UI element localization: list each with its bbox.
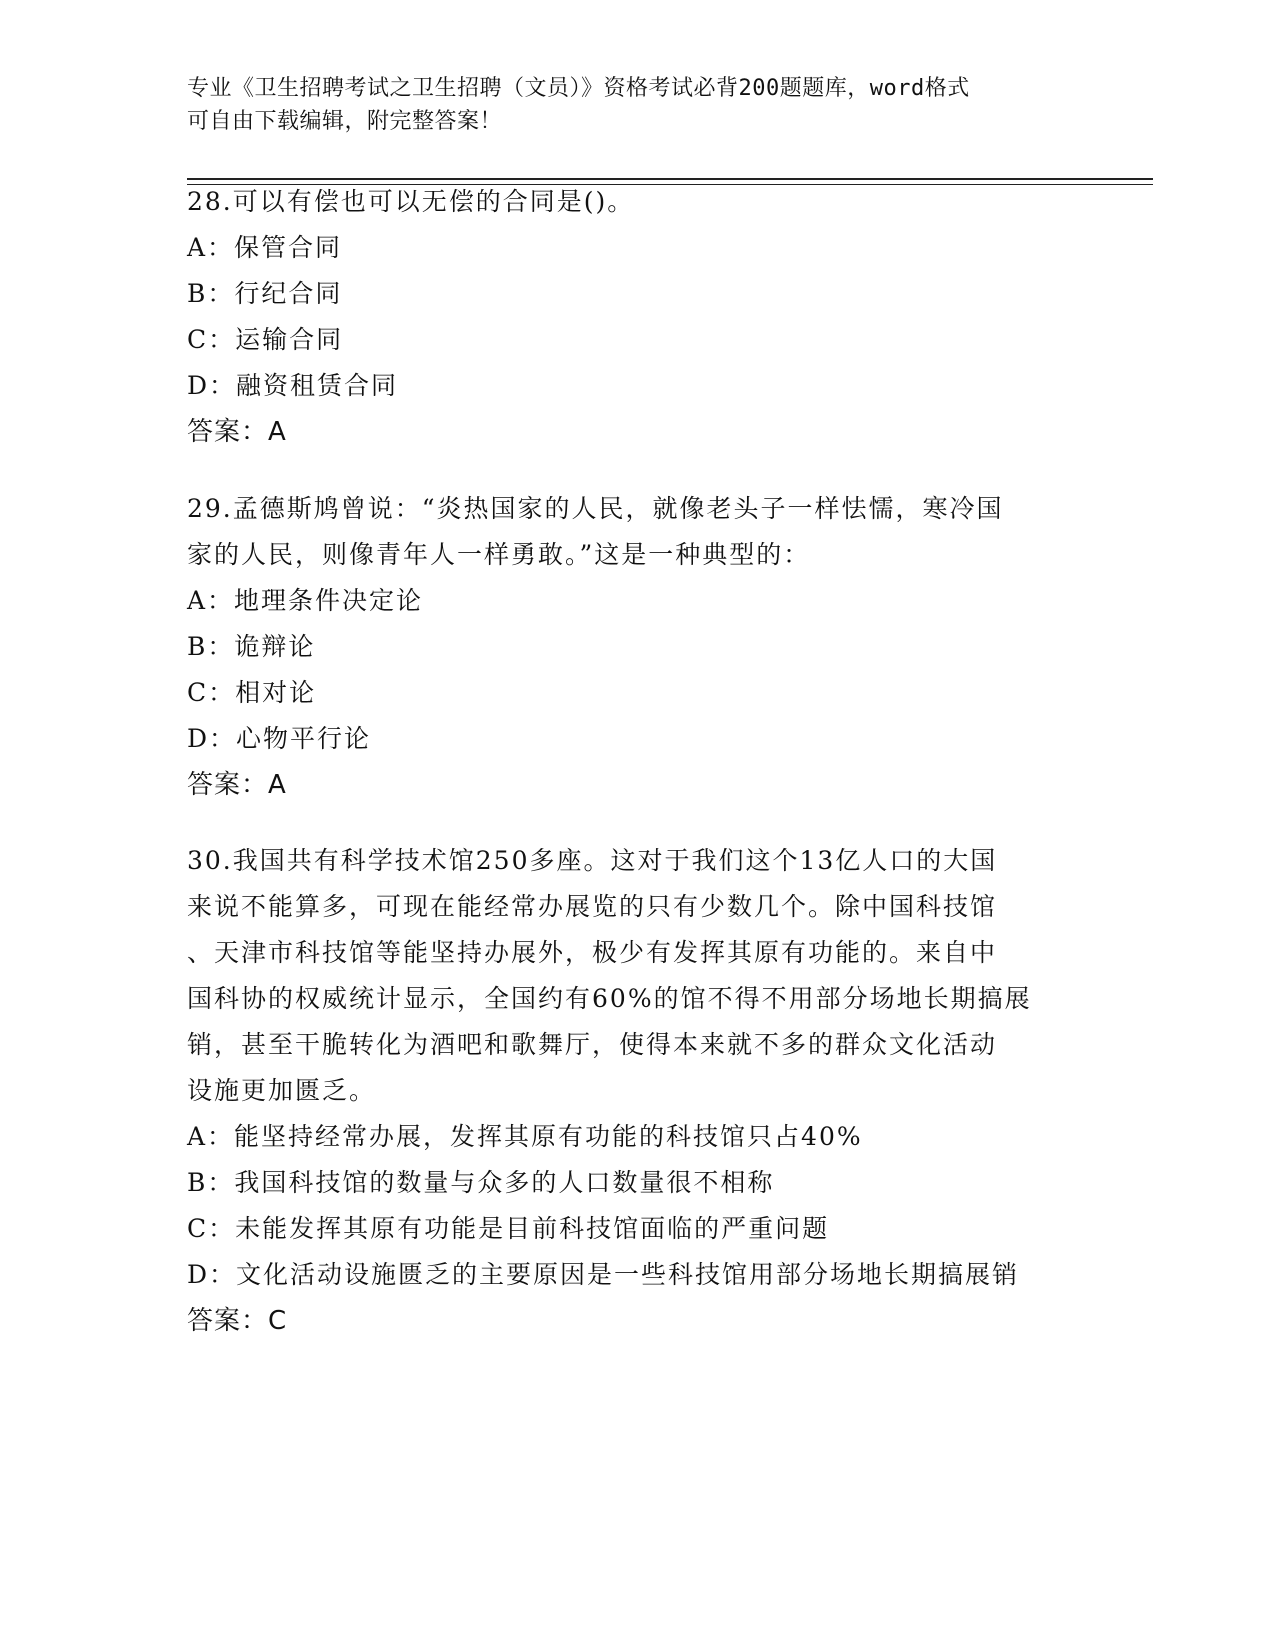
question-stem-line: 29.孟德斯鸠曾说：“炎热国家的人民，就像老头子一样怯懦，寒冷国 — [187, 494, 1004, 523]
option-a: A：能坚持经常办展，发挥其原有功能的科技馆只占40% — [187, 1122, 863, 1151]
document-header — [187, 72, 1067, 138]
question-stem-line: 家的人民，则像青年人一样勇敢。”这是一种典型的： — [187, 540, 811, 569]
header-line-1: 专业《卫生招聘考试之卫生招聘（文员）》资格考试必背200题题库，word格式 — [187, 76, 970, 101]
option-a: A：保管合同 — [187, 233, 343, 262]
option-d: D：心物平行论 — [187, 724, 372, 753]
option-a: A：地理条件决定论 — [187, 586, 424, 615]
option-d: D：融资租赁合同 — [187, 371, 399, 400]
option-b: B：行纪合同 — [187, 279, 343, 308]
question-stem-line: 、天津市科技馆等能坚持办展外，极少有发挥其原有功能的。来自中 — [187, 938, 998, 967]
answer-line: 答案：A — [187, 770, 287, 800]
option-c: C：相对论 — [187, 678, 317, 707]
option-d: D：文化活动设施匮乏的主要原因是一些科技馆用部分场地长期搞展销 — [187, 1260, 1020, 1289]
option-b: B：我国科技馆的数量与众多的人口数量很不相称 — [187, 1168, 775, 1197]
question-stem-line: 30.我国共有科学技术馆250多座。这对于我们这个13亿人口的大国 — [187, 846, 998, 875]
question-stem-line: 28.可以有偿也可以无偿的合同是()。 — [187, 187, 635, 216]
question-30 — [187, 838, 1087, 1344]
question-stem-line: 销，甚至干脆转化为酒吧和歌舞厅，使得本来就不多的群众文化活动 — [187, 1030, 998, 1059]
option-c: C：未能发挥其原有功能是目前科技馆面临的严重问题 — [187, 1214, 830, 1243]
question-28 — [187, 179, 1087, 455]
question-stem-line: 设施更加匮乏。 — [187, 1076, 377, 1105]
question-29 — [187, 486, 1087, 808]
option-c: C：运输合同 — [187, 325, 344, 354]
answer-line: 答案：A — [187, 417, 287, 447]
answer-line: 答案：C — [187, 1306, 288, 1336]
question-stem-line: 来说不能算多，可现在能经常办展览的只有少数几个。除中国科技馆 — [187, 892, 998, 921]
option-b: B：诡辩论 — [187, 632, 316, 661]
question-stem-line: 国科协的权威统计显示，全国约有60%的馆不得不用部分场地长期搞展 — [187, 984, 1032, 1013]
header-line-2: 可自由下载编辑，附完整答案！ — [187, 109, 503, 134]
